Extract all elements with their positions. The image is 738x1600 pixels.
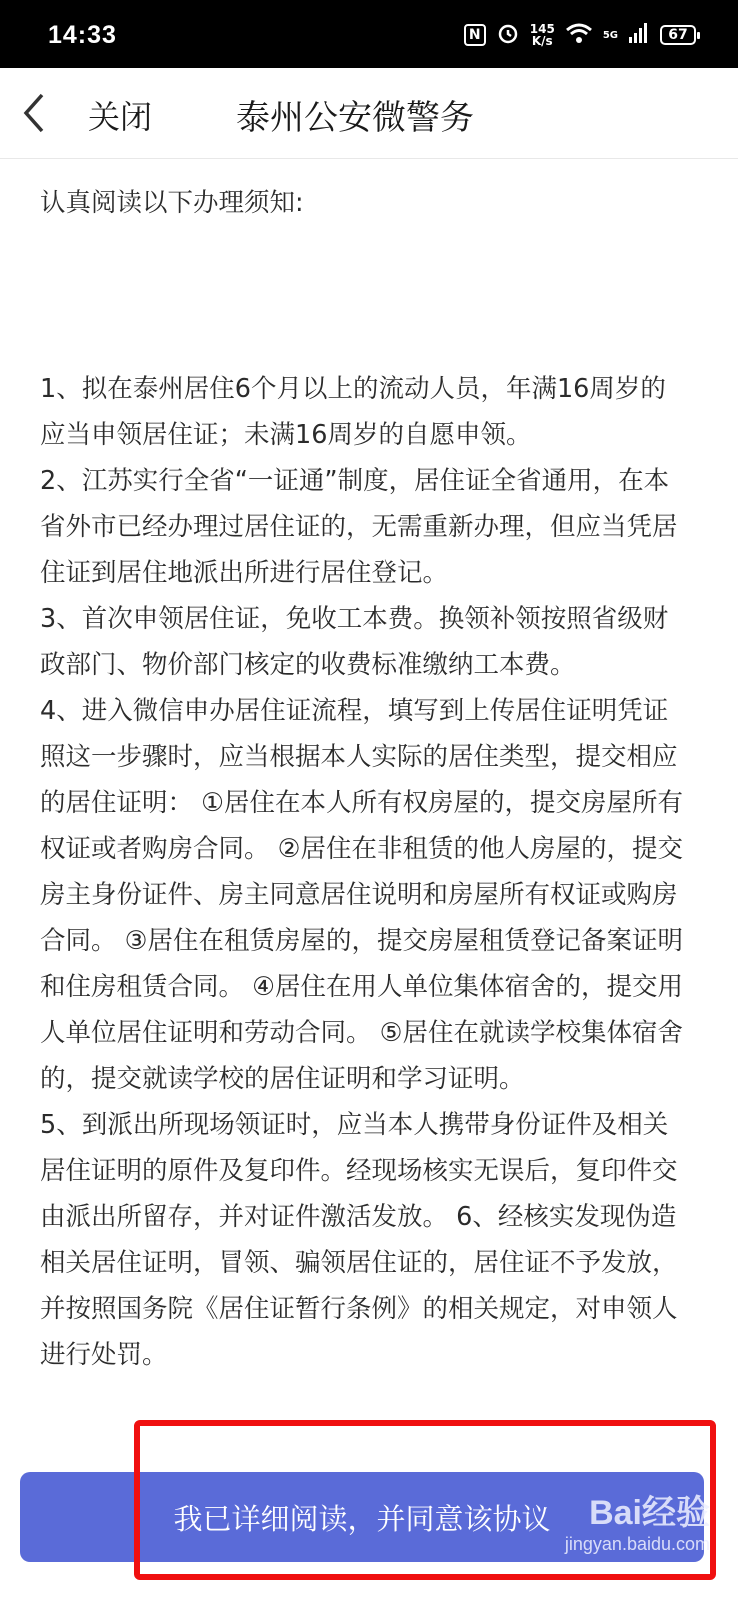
- nfc-icon: N: [464, 24, 486, 46]
- agree-button[interactable]: 我已详细阅读，并同意该协议: [20, 1472, 704, 1562]
- watermark: Bai经验 jingyan.baidu.com: [564, 1494, 710, 1554]
- chevron-left-icon: [20, 88, 70, 138]
- network-type: 5G: [602, 29, 618, 41]
- notice-item-5: 5、到派出所现场领证时，应当本人携带身份证件及相关居住证明的原件及复印件。经现场核实无误后，复印件交由派出所留存，并对证件激活发放。 6、经核实发现伪造相关居住证明，冒领、骗领居住证的，居住证不予发放，并按照国务院《居住证暂行条例》的相关规定，对申领人进行处罚。: [40, 1110, 678, 1370]
- notice-item-2: 2、江苏实行全省“一证通”制度，居住证全省通用，在本省外市已经办理过居住证的，无需重新办理，但应当凭居住证到居住地派出所进行居住登记。: [40, 466, 678, 588]
- page-title: 泰州公安微警务: [236, 98, 474, 138]
- notice-content: [40, 180, 690, 1378]
- status-icons: [464, 20, 696, 50]
- status-time: 14:33: [48, 21, 117, 49]
- network-speed: 145 K/s: [529, 22, 555, 48]
- notice-item-3: 3、首次申领居住证，免收工本费。换领补领按照省级财政部门、物价部门核定的收费标准缴纳工本费。: [40, 604, 669, 680]
- status-bar: [0, 0, 738, 68]
- alarm-icon: [496, 21, 520, 49]
- nav-header: [0, 68, 738, 159]
- back-button[interactable]: [20, 88, 70, 138]
- notice-intro: 认真阅读以下办理须知:: [40, 188, 304, 218]
- wifi-icon: [565, 22, 593, 48]
- signal-icon: [628, 22, 650, 48]
- notice-item-1: 1、拟在泰州居住6个月以上的流动人员，年满16周岁的应当申领居住证；未满16周岁的自愿申领。: [40, 374, 666, 450]
- close-button[interactable]: 关闭: [88, 98, 153, 136]
- battery-icon: 67: [660, 25, 696, 45]
- notice-item-4: 4、进入微信申办居住证流程，填写到上传居住证明凭证照这一步骤时，应当根据本人实际的居住类型，提交相应的居住证明： ①居住在本人所有权房屋的，提交房屋所有权证或者购房合同。 ②居住在非租赁的他人房屋的，提交房主身份证件、房主同意居住说明和房屋所有权证或购房合同。 ③居住在租赁房屋的，提交房屋租赁登记备案证明和住房租赁合同。 ④居住在用人单位集体宿舍的，提交用人单位居住证明和劳动合同。 ⑤居住在就读学校集体宿舍的，提交就读学校的居住证明和学习证明。: [40, 696, 683, 1094]
